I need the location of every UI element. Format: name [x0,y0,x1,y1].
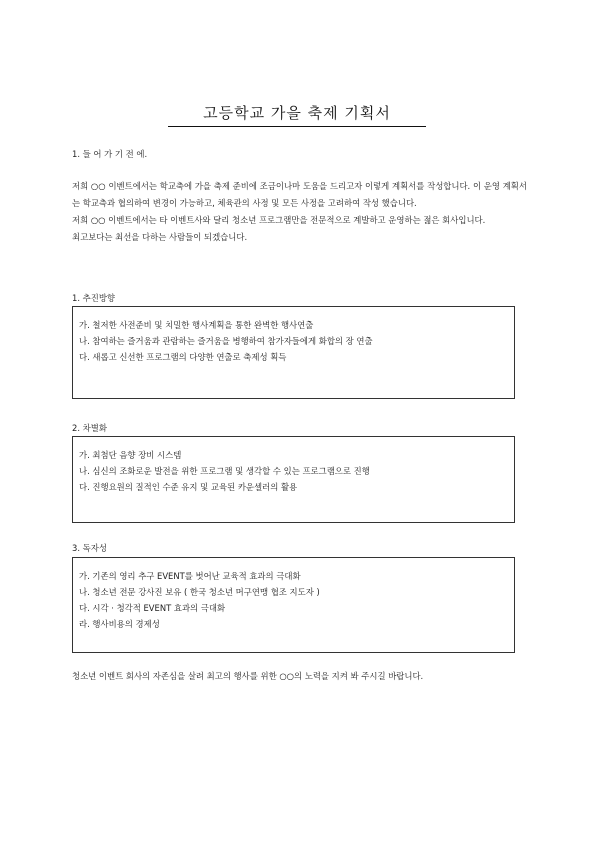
section-heading-differentiation: 2. 차별화 [72,423,107,433]
list-item: 가. 최첨단 음향 장비 시스템 [79,450,182,460]
list-item: 나. 청소년 전문 강사진 보유 ( 한국 청소년 머구연맹 협조 지도자 ) [79,587,320,597]
document-title: 고등학교 가을 축제 기획서 [168,103,426,127]
section-heading-direction: 1. 추진방향 [72,293,116,303]
list-item: 라. 행사비용의 경제성 [79,619,160,629]
list-item: 나. 참여하는 즐거움과 관람하는 즐거움을 병행하여 참가자들에게 화합의 장 연출 [79,336,373,346]
closing-statement: 청소년 이벤트 회사의 자존심을 살려 최고의 행사를 위한 ○○의 노력을 지켜 봐 주시길 바랍니다. [72,671,424,681]
intro-paragraph: 최고보다는 최선을 다하는 사람들이 되겠습니다. [72,232,248,242]
list-item: 가. 기존의 영리 추구 EVENT를 벗어난 교육적 효과의 극대화 [79,571,301,581]
section-box-differentiation [72,436,515,523]
intro-paragraph: 저희 ○○ 이벤트에서는 학교축에 가을 축제 준비에 조금이나마 도움을 드리고자 이렇게 계획서를 작성합니다. 이 운영 계획서는 학교측과 협의하여 변경이 가능하고, 체육관의 사정 및 모든 사정을 고려하여 작성 했습니다. [72,181,527,208]
intro-text [72,178,527,246]
intro-heading: 1. 들 어 가 기 전 에. [72,149,148,159]
intro-paragraph: 저희 ○○ 이벤트에서는 타 이벤트사와 달리 청소년 프로그램만을 전문적으로 계발하고 운영하는 젊은 회사입니다. [72,215,486,225]
section-heading-originality: 3. 독자성 [72,543,107,553]
section-box-originality [72,557,515,653]
list-item: 다. 진행요원의 질적인 수준 유지 및 교육된 카운셀러의 활용 [79,482,298,492]
list-item: 나. 심신의 조화로운 발전을 위한 프로그램 및 생각할 수 있는 프로그램으로 진행 [79,466,370,476]
list-item: 가. 철저한 사전준비 및 치밀한 행사계획을 통한 완벽한 행사연출 [79,320,314,330]
section-box-direction [72,306,515,399]
list-item: 다. 시각 · 청각적 EVENT 효과의 극대화 [79,603,226,613]
list-item: 다. 새롭고 신선한 프로그램의 다양한 연출로 축제성 획득 [79,352,287,362]
